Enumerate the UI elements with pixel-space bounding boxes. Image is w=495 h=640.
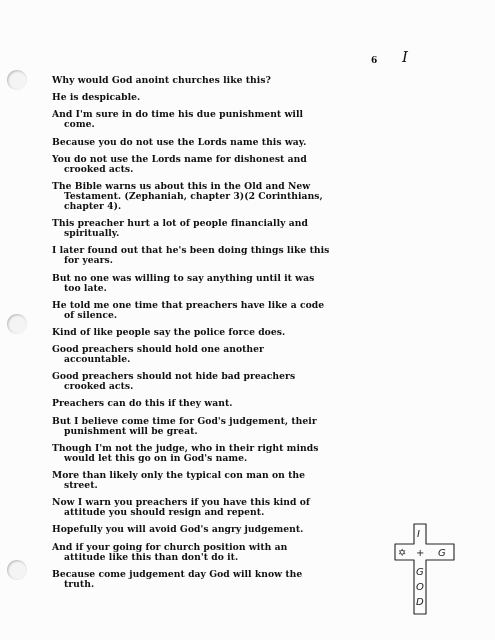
paragraph-line: Though I'm not the judge, who in their right minds <box>52 442 319 454</box>
paragraph <box>52 471 387 491</box>
paragraph-continuation-line: Testament. (Zephaniah, chapter 3)(2 Corinthians, <box>64 190 323 202</box>
paragraph <box>52 543 387 563</box>
paragraph-line: Because you do not use the Lords name this way. <box>52 136 307 148</box>
paragraph-line: The Bible warns us about this in the Old and New <box>52 180 311 192</box>
paragraph-line: Preachers can do this if they want. <box>52 398 233 410</box>
cross-top-letter: I <box>417 529 420 540</box>
paragraph <box>52 399 387 409</box>
paragraph <box>52 155 387 175</box>
paragraph <box>52 182 387 212</box>
paragraph-continuation-line: crooked acts. <box>64 163 134 175</box>
paragraph-continuation-line: would let this go on in God's name. <box>64 452 248 464</box>
paragraph-continuation-line: attitude like this than don't do it. <box>64 551 239 563</box>
paragraph-line: More than likely only the typical con man on the <box>52 470 306 481</box>
cross-vertical-letter-1: G <box>416 567 424 578</box>
paragraph-line: Why would God anoint churches like this? <box>52 75 271 86</box>
paragraph <box>52 76 387 86</box>
paragraph <box>52 570 387 590</box>
paragraph-line: But I believe come time for God's judgement, their <box>52 415 317 427</box>
paragraph <box>52 498 387 518</box>
binder-hole-middle <box>7 314 27 334</box>
paragraph-line: Good preachers should hold one another <box>52 344 264 356</box>
handwritten-cross-drawing <box>392 520 462 618</box>
paragraph-continuation-line: attitude you should resign and repent. <box>64 507 265 519</box>
paragraph-continuation-line: of silence. <box>64 309 118 321</box>
letter-body <box>52 76 387 597</box>
paragraph-line: But no one was willing to say anything until it was <box>52 272 315 284</box>
paragraph-line: Because come judgement day God will know the <box>52 568 303 580</box>
paragraph-line: You do not use the Lords name for dishonest and <box>52 153 307 165</box>
paragraph <box>52 345 387 365</box>
paragraph-continuation-line: for years. <box>64 255 113 267</box>
cross-vertical-letter-2: O <box>416 582 424 593</box>
paragraph <box>52 417 387 437</box>
paragraph-continuation-line: truth. <box>64 578 95 590</box>
paragraph <box>52 110 387 130</box>
paragraph <box>52 525 387 535</box>
paragraph-line: He told me one time that preachers have like a code <box>52 299 325 311</box>
binder-hole-bottom <box>7 560 27 580</box>
paragraph-line: He is despicable. <box>52 92 141 104</box>
star-of-david-icon: ✡ <box>398 548 407 559</box>
handwritten-page-mark: I <box>402 48 408 66</box>
paragraph <box>52 301 387 321</box>
paragraph <box>52 372 387 392</box>
paragraph <box>52 444 387 464</box>
cross-vertical-letter-3: D <box>416 597 424 608</box>
paragraph-continuation-line: too late. <box>64 282 107 294</box>
paragraph <box>52 93 387 103</box>
paragraph <box>52 138 387 148</box>
paragraph-line: I later found out that he's been doing things like this <box>52 245 330 257</box>
paragraph <box>52 328 387 338</box>
paragraph-continuation-line: accountable. <box>64 354 131 366</box>
page-number: 6 <box>371 56 378 66</box>
paragraph-line: Good preachers should not hide bad preachers <box>52 371 296 383</box>
paragraph-continuation-line: spiritually. <box>64 228 120 240</box>
cross-right-letter: G <box>438 548 446 559</box>
paragraph <box>52 219 387 239</box>
cross-center-plus: + <box>416 548 425 559</box>
paragraph-continuation-line: come. <box>64 119 95 131</box>
paragraph-line: This preacher hurt a lot of people financially and <box>52 218 308 230</box>
paragraph-line: Hopefully you will avoid God's angry judgement. <box>52 524 304 536</box>
paragraph-line: Now I warn you preachers if you have this kind of <box>52 497 310 509</box>
paragraph-continuation-line: street. <box>64 480 98 491</box>
binder-hole-top <box>7 70 27 90</box>
paragraph-line: And I'm sure in do time his due punishment will <box>52 109 304 121</box>
paragraph-line: And if your going for church position with an <box>52 541 288 553</box>
paragraph-line: Kind of like people say the police force does. <box>52 326 286 338</box>
paragraph <box>52 246 387 266</box>
paragraph-continuation-line: punishment will be great. <box>64 425 198 437</box>
paragraph-continuation-line: chapter 4). <box>64 200 122 212</box>
paragraph-continuation-line: crooked acts. <box>64 381 134 393</box>
cross-outline <box>395 524 454 614</box>
paragraph <box>52 274 387 294</box>
